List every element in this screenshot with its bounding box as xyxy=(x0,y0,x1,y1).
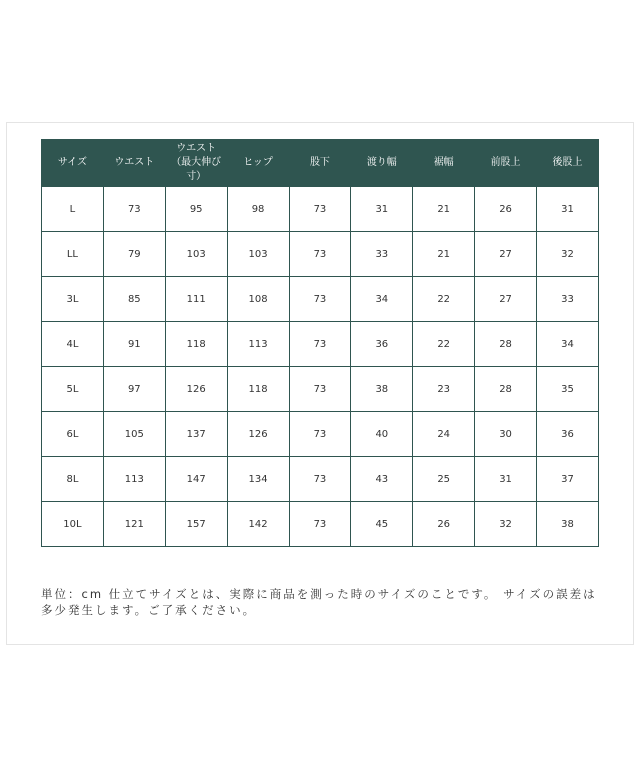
header-cell: 裾幅 xyxy=(413,140,475,187)
table-cell: 118 xyxy=(227,367,289,412)
table-cell: 85 xyxy=(103,277,165,322)
table-cell: 134 xyxy=(227,457,289,502)
header-cell: 股下 xyxy=(289,140,351,187)
table-cell: 40 xyxy=(351,412,413,457)
table-cell: 103 xyxy=(227,232,289,277)
size-label-cell: 3L xyxy=(42,277,104,322)
table-row xyxy=(42,277,599,322)
table-row xyxy=(42,187,599,232)
table-cell: 21 xyxy=(413,187,475,232)
size-label-cell: 4L xyxy=(42,322,104,367)
table-cell: 43 xyxy=(351,457,413,502)
table-cell: 137 xyxy=(165,412,227,457)
table-cell: 73 xyxy=(289,187,351,232)
header-cell: 前股上 xyxy=(475,140,537,187)
table-row xyxy=(42,232,599,277)
table-cell: 73 xyxy=(289,412,351,457)
table-cell: 37 xyxy=(537,457,599,502)
header-row xyxy=(42,140,599,187)
header-cell: 後股上 xyxy=(537,140,599,187)
table-cell: 73 xyxy=(289,322,351,367)
table-cell: 33 xyxy=(537,277,599,322)
table-cell: 31 xyxy=(475,457,537,502)
table-cell: 26 xyxy=(475,187,537,232)
table-cell: 97 xyxy=(103,367,165,412)
table-row xyxy=(42,367,599,412)
table-cell: 31 xyxy=(537,187,599,232)
table-cell: 79 xyxy=(103,232,165,277)
table-cell: 22 xyxy=(413,277,475,322)
size-label-cell: 6L xyxy=(42,412,104,457)
table-cell: 157 xyxy=(165,502,227,547)
table-cell: 32 xyxy=(475,502,537,547)
table-cell: 32 xyxy=(537,232,599,277)
size-label-cell: 10L xyxy=(42,502,104,547)
header-cell: サイズ xyxy=(42,140,104,187)
table-cell: 28 xyxy=(475,322,537,367)
table-cell: 36 xyxy=(351,322,413,367)
table-cell: 34 xyxy=(537,322,599,367)
size-label-cell: 5L xyxy=(42,367,104,412)
table-cell: 73 xyxy=(289,277,351,322)
table-cell: 121 xyxy=(103,502,165,547)
table-cell: 108 xyxy=(227,277,289,322)
table-cell: 21 xyxy=(413,232,475,277)
size-table xyxy=(41,139,599,547)
table-cell: 118 xyxy=(165,322,227,367)
table-cell: 73 xyxy=(289,232,351,277)
table-cell: 35 xyxy=(537,367,599,412)
size-label-cell: 8L xyxy=(42,457,104,502)
table-cell: 98 xyxy=(227,187,289,232)
table-cell: 111 xyxy=(165,277,227,322)
table-cell: 26 xyxy=(413,502,475,547)
table-row xyxy=(42,412,599,457)
table-cell: 25 xyxy=(413,457,475,502)
table-cell: 38 xyxy=(537,502,599,547)
table-cell: 113 xyxy=(103,457,165,502)
table-cell: 36 xyxy=(537,412,599,457)
table-cell: 34 xyxy=(351,277,413,322)
table-cell: 105 xyxy=(103,412,165,457)
table-row xyxy=(42,502,599,547)
table-cell: 23 xyxy=(413,367,475,412)
table-cell: 22 xyxy=(413,322,475,367)
header-cell: ヒップ xyxy=(227,140,289,187)
header-cell: ウエスト xyxy=(103,140,165,187)
table-cell: 27 xyxy=(475,232,537,277)
size-label-cell: LL xyxy=(42,232,104,277)
table-cell: 73 xyxy=(289,502,351,547)
size-note: 単位：cm 仕立てサイズとは、実際に商品を測った時のサイズのことです。 サイズの誤差は多少発生します。ご了承ください。 xyxy=(41,587,597,617)
table-cell: 147 xyxy=(165,457,227,502)
header-cell: 渡り幅 xyxy=(351,140,413,187)
table-cell: 73 xyxy=(289,367,351,412)
table-cell: 126 xyxy=(227,412,289,457)
table-cell: 95 xyxy=(165,187,227,232)
table-cell: 45 xyxy=(351,502,413,547)
table-cell: 91 xyxy=(103,322,165,367)
table-cell: 113 xyxy=(227,322,289,367)
table-cell: 73 xyxy=(103,187,165,232)
table-cell: 24 xyxy=(413,412,475,457)
table-cell: 103 xyxy=(165,232,227,277)
table-cell: 142 xyxy=(227,502,289,547)
table-cell: 27 xyxy=(475,277,537,322)
table-cell: 126 xyxy=(165,367,227,412)
table-cell: 73 xyxy=(289,457,351,502)
table-cell: 28 xyxy=(475,367,537,412)
table-cell: 33 xyxy=(351,232,413,277)
table-row xyxy=(42,322,599,367)
table-row xyxy=(42,457,599,502)
header-cell: ウエスト（最大伸び寸） xyxy=(165,140,227,187)
table-cell: 38 xyxy=(351,367,413,412)
table-cell: 30 xyxy=(475,412,537,457)
table-cell: 31 xyxy=(351,187,413,232)
size-label-cell: L xyxy=(42,187,104,232)
